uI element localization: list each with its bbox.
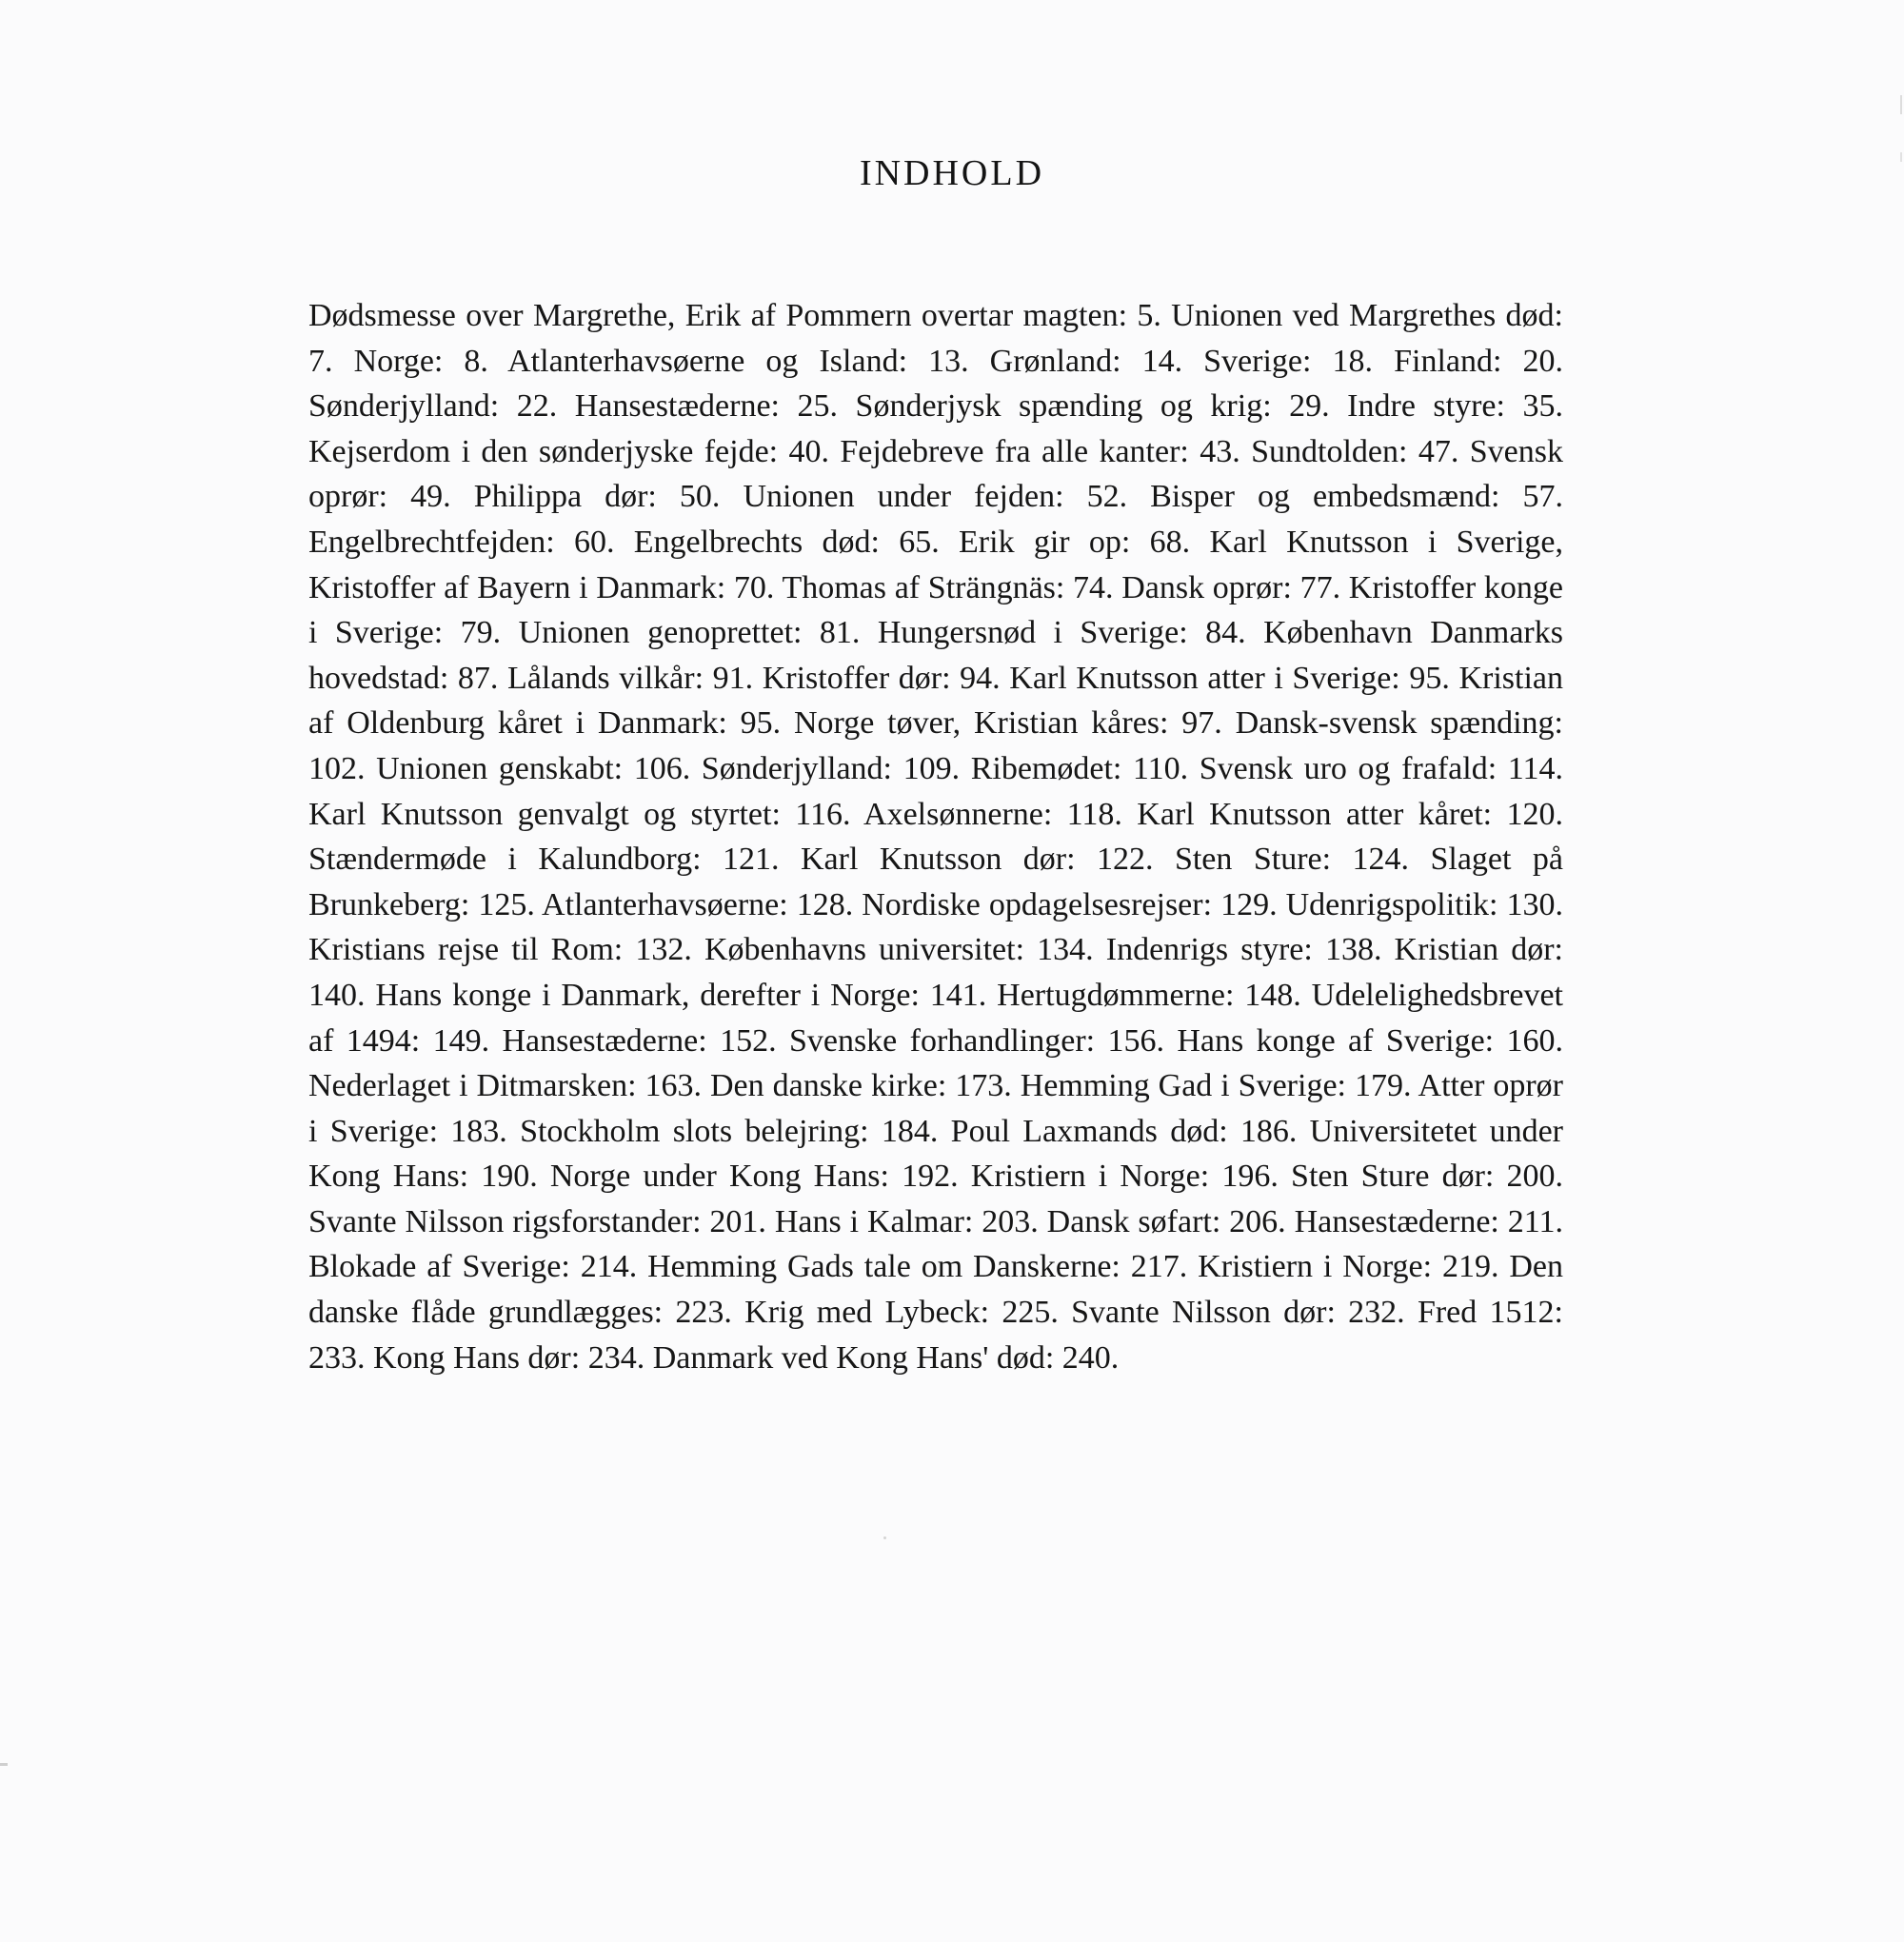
- page-title: INDHOLD: [859, 153, 1045, 193]
- toc-paragraph: Dødsmesse over Margrethe, Erik af Pommern overtar magten: 5. Unionen ved Margrethes død: 7. Norge: 8. Atlanterhavsøerne og Island: 13. Grønland: 14. Sverige: 18. Finland: 20. Sønderjylland: 22. Hansestæderne: 25. Sønderjysk spænding og krig: 29. Indre styre: 35. Kejserdom i den sønderjyske fejde: 40. Fejdebreve fra alle kanter: 43. Sundtolden: 47. Svensk oprør: 49. Philippa dør: 50. Unionen under fejden: 52. Bisper og embedsmænd: 57. Engelbrechtfejden: 60. Engelbrechts død: 65. Erik gir op: 68. Karl Knutsson i Sverige, Kristoffer af Bayern i Danmark: 70. Thomas af Strängnäs: 74. Dansk oprør: 77. Kristoffer konge i Sverige: 79. Unionen genoprettet: 81. Hungersnød i Sverige: 84. København Danmarks hovedstad: 87. Lålands vilkår: 91. Kristoffer dør: 94. Karl Knutsson atter i Sverige: 95. Kristian af Oldenburg kåret i Danmark: 95. Norge tøver, Kristian kåres: 97. Dansk-svensk spænding: 102. Unionen genskabt: 106. Sønderjylland: 109. Ribemødet: 110. Svensk uro og frafald: 114. Karl Knutsson genvalgt og styrtet: 116. Axelsønnerne: 118. Karl Knutsson atter kåret: 120. Stændermøde i Kalundborg: 121. Karl Knutsson dør: 122. Sten Sture: 124. Slaget på Brunkeberg: 125. Atlanterhavsøerne: 128. Nordiske opdagelsesrejser: 129. Udenrigspolitik: 130. Kristians rejse til Rom: 132. Københavns universitet: 134. Indenrigs styre: 138. Kristian dør: 140. Hans konge i Danmark, derefter i Norge: 141. Hertugdømmerne: 148. Udelelighedsbrevet af 1494: 149. Hansestæderne: 152. Svenske forhandlinger: 156. Hans konge af Sverige: 160. Nederlaget i Ditmarsken: 163. Den danske kirke: 173. Hemming Gad i Sverige: 179. Atter oprør i Sverige: 183. Stockholm slots belejring: 184. Poul Laxmands død: 186. Universitetet under Kong Hans: 190. Norge under Kong Hans: 192. Kristiern i Norge: 196. Sten Sture dør: 200. Svante Nilsson rigsforstander: 201. Hans i Kalmar: 203. Dansk søfart: 206. Hansestæderne: 211. Blokade af Sverige: 214. Hemming Gads tale om Danskerne: 217. Kristiern i Norge: 219. Den danske flåde grundlægges: 223. Krig med Lybeck: 225. Svante Nilsson dør: 232. Fred 1512: 233. Kong Hans dør: 234. Danmark ved Kong Hans' død: 240.: [308, 298, 1563, 1376]
- print-speck: [883, 1536, 886, 1539]
- table-of-contents-text: [308, 293, 1563, 1380]
- page-edge-mark: [0, 1763, 8, 1766]
